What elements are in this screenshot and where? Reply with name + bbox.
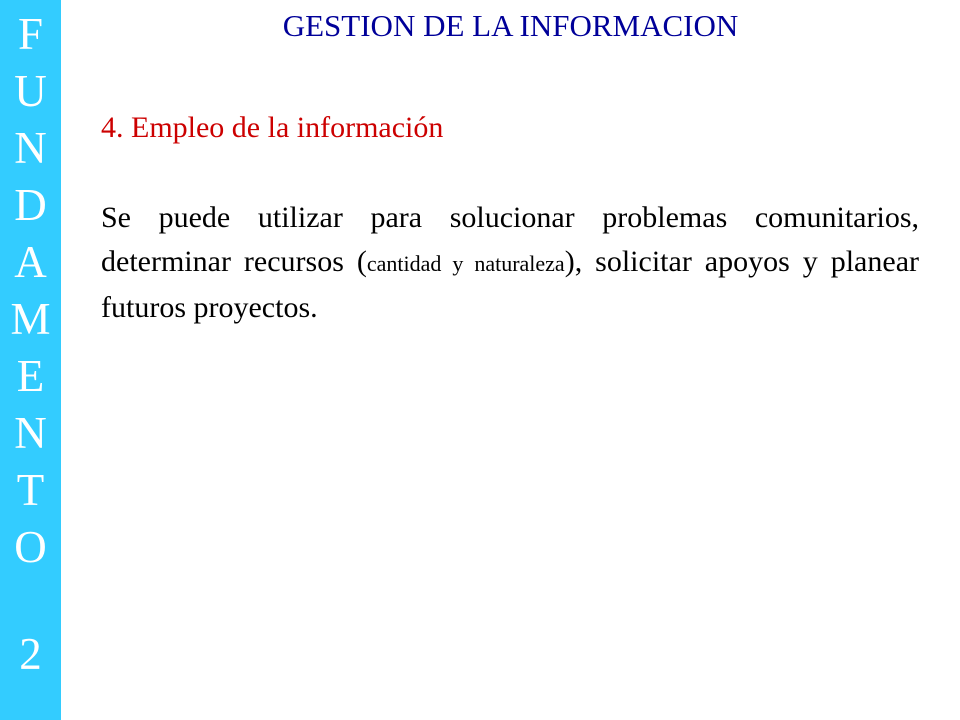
slide-title: GESTION DE LA INFORMACION	[282, 8, 739, 43]
sidebar-letter: N	[14, 408, 47, 458]
section-heading: 4. Empleo de la información	[101, 111, 444, 144]
sidebar-letter: N	[14, 123, 47, 173]
sidebar-letter: O	[14, 522, 47, 572]
sidebar-letter: A	[14, 237, 47, 287]
sidebar-letter: T	[16, 465, 45, 515]
sidebar-letter: 2	[19, 629, 42, 679]
sidebar-letter: M	[10, 294, 51, 344]
sidebar-letter: U	[14, 66, 47, 116]
sidebar-vertical-bar	[0, 0, 61, 720]
sidebar-letter-gap	[0, 576, 61, 626]
body-text-small: cantidad y naturaleza	[366, 251, 565, 276]
body-paragraph	[101, 196, 919, 330]
sidebar-letter: F	[17, 9, 44, 59]
sidebar-letter: D	[14, 180, 47, 230]
body-text-part: Se puede utilizar para solucionar problemas comunitarios, determinar recursos (	[101, 201, 919, 278]
sidebar-vertical-word	[0, 6, 61, 683]
sidebar-letter: E	[16, 351, 45, 401]
body-text-part: ), solicitar apoyos y planear futuros proyectos.	[101, 245, 919, 324]
